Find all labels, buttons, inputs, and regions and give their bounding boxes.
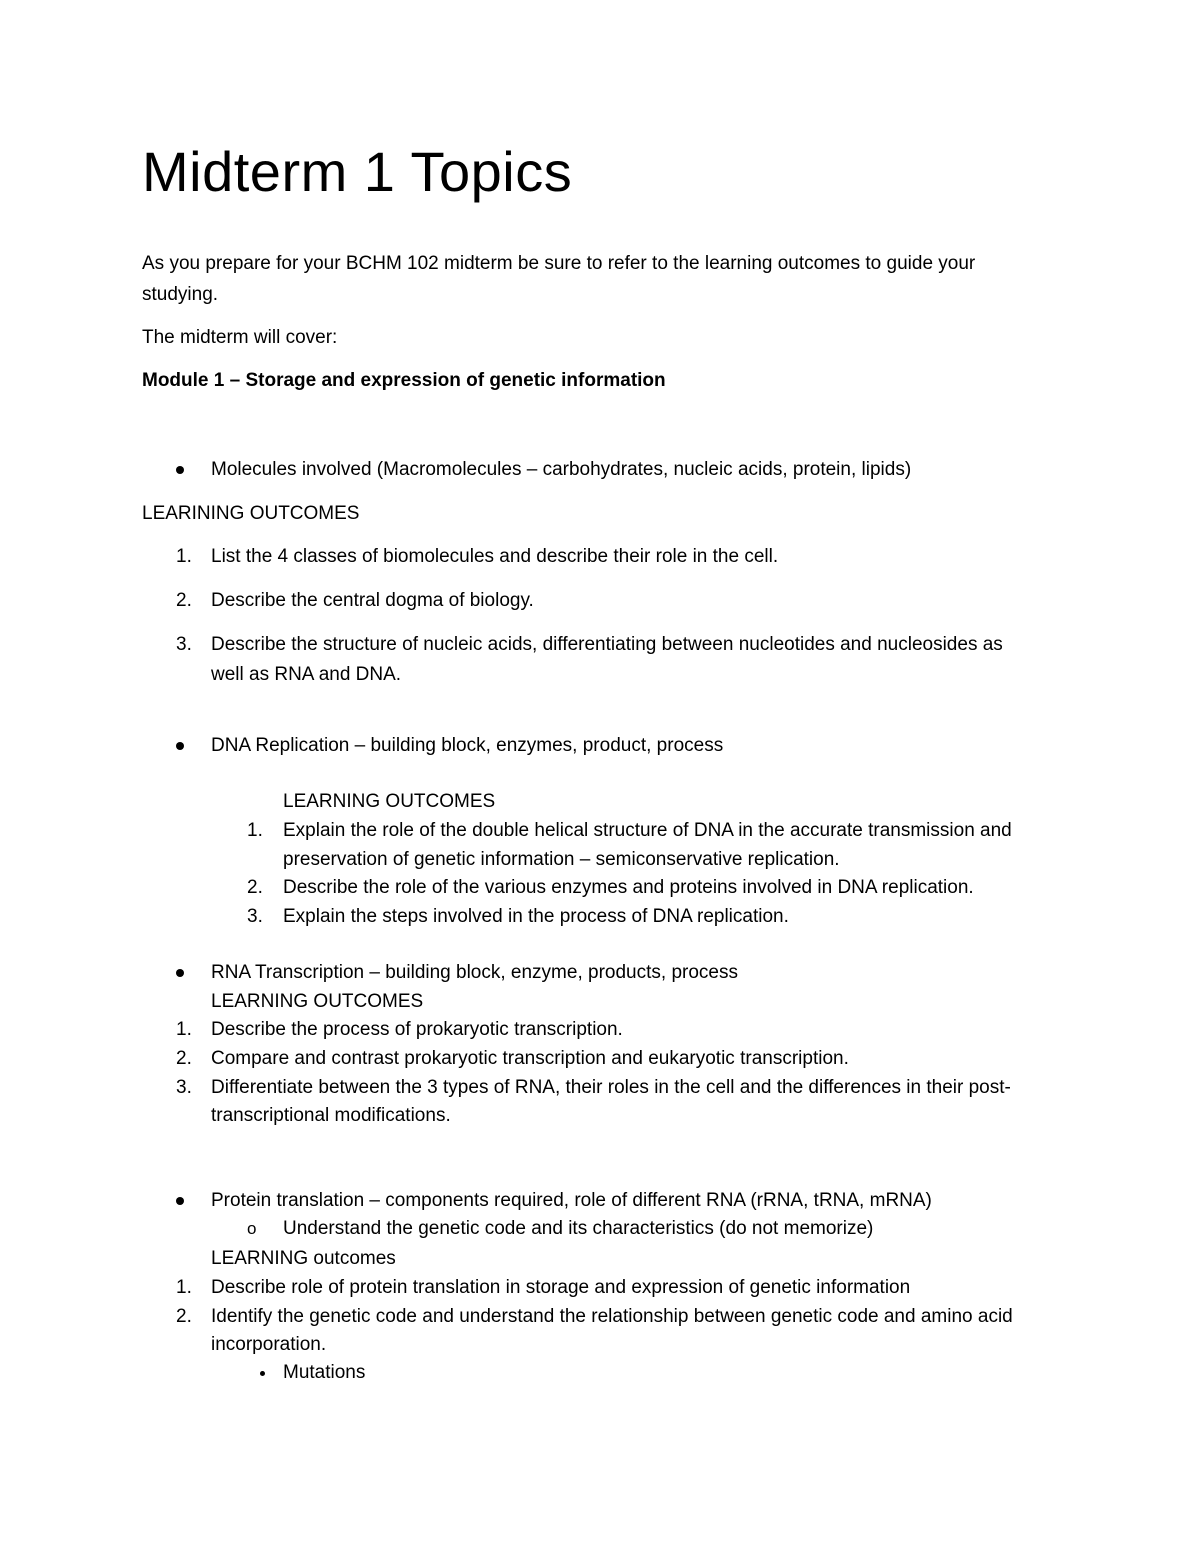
mutations-item: Mutations [283, 1362, 366, 1383]
bullet-icon [176, 1197, 184, 1205]
list-item: Describe the structure of nucleic acids, differentiating between nucleotides and nucleosides as [211, 634, 1003, 655]
section4-bullet: Protein translation – components required, role of different RNA (rRNA, tRNA, mRNA) [211, 1190, 932, 1211]
bullet-icon [176, 742, 184, 750]
bullet-icon [176, 466, 184, 474]
list-item: Explain the steps involved in the process of DNA replication. [283, 906, 789, 927]
list-number: 3. [176, 1077, 192, 1098]
list-number: 2. [176, 1048, 192, 1069]
circle-bullet-icon: o [247, 1219, 257, 1238]
list-item: List the 4 classes of biomolecules and describe their role in the cell. [211, 546, 779, 567]
list-item: Differentiate between the 3 types of RNA, their roles in the cell and the differences in their post- [211, 1077, 1011, 1098]
module-heading: Module 1 – Storage and expression of genetic information [142, 370, 666, 391]
section1-outcomes-label: LEARINING OUTCOMES [142, 503, 360, 524]
intro-line-2: studying. [142, 284, 219, 305]
list-number: 1. [176, 1277, 192, 1298]
intro-line-1: As you prepare for your BCHM 102 midterm be sure to refer to the learning outcomes to guide your [142, 253, 976, 274]
small-bullet-icon [260, 1371, 265, 1376]
bullet-icon [176, 969, 184, 977]
section2-bullet: DNA Replication – building block, enzymes, product, process [211, 735, 724, 756]
section2-outcomes-label: LEARNING OUTCOMES [283, 791, 496, 812]
list-number: 2. [176, 590, 192, 611]
list-item: Explain the role of the double helical structure of DNA in the accurate transmission and [283, 820, 1012, 841]
section3-outcomes-label: LEARNING OUTCOMES [211, 991, 424, 1012]
list-item: Describe the role of the various enzymes and proteins involved in DNA replication. [283, 877, 974, 898]
list-item: Describe role of protein translation in storage and expression of genetic information [211, 1277, 911, 1298]
list-number: 1. [176, 546, 192, 567]
list-item-continuation: preservation of genetic information – semiconservative replication. [283, 849, 840, 870]
list-number: 3. [247, 906, 263, 927]
list-item-continuation: well as RNA and DNA. [211, 664, 402, 685]
list-item-continuation: incorporation. [211, 1334, 327, 1355]
list-number: 1. [247, 820, 263, 841]
list-item: Identify the genetic code and understand the relationship between genetic code and amino acid [211, 1306, 1013, 1327]
section4-outcomes-label: LEARNING outcomes [211, 1248, 396, 1269]
list-number: 2. [247, 877, 263, 898]
list-number: 3. [176, 634, 192, 655]
list-item: Compare and contrast prokaryotic transcription and eukaryotic transcription. [211, 1048, 849, 1069]
list-item-continuation: transcriptional modifications. [211, 1105, 451, 1126]
list-item: Describe the process of prokaryotic transcription. [211, 1019, 623, 1040]
section3-bullet: RNA Transcription – building block, enzyme, products, process [211, 962, 738, 983]
list-item: Describe the central dogma of biology. [211, 590, 534, 611]
list-number: 2. [176, 1306, 192, 1327]
list-number: 1. [176, 1019, 192, 1040]
cover-label: The midterm will cover: [142, 327, 338, 348]
section1-bullet: Molecules involved (Macromolecules – carbohydrates, nucleic acids, protein, lipids) [211, 459, 912, 480]
section4-sub-bullet: Understand the genetic code and its characteristics (do not memorize) [283, 1218, 874, 1239]
page-title: Midterm 1 Topics [142, 140, 573, 203]
